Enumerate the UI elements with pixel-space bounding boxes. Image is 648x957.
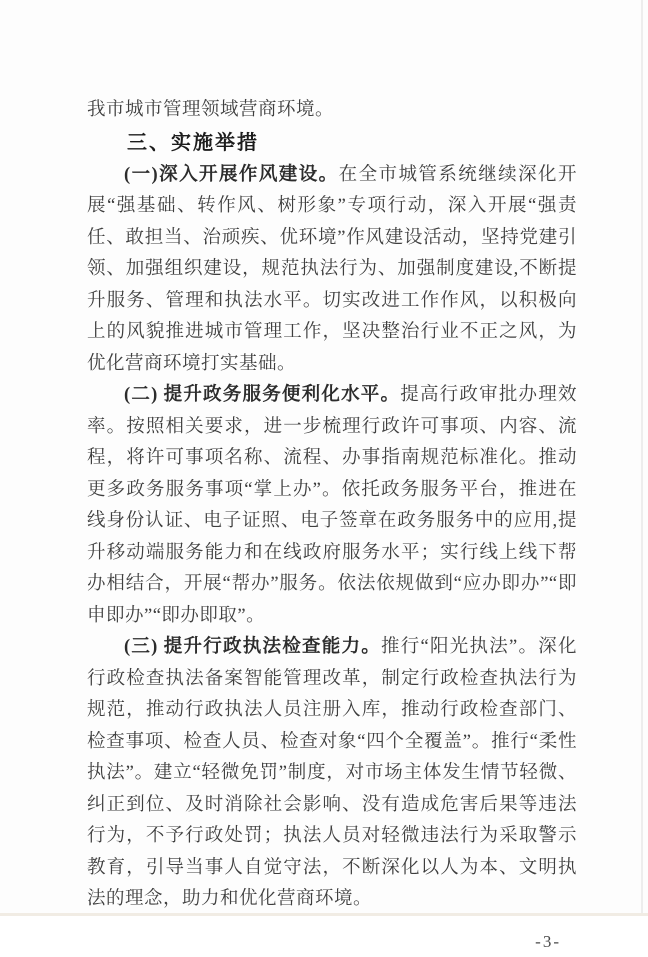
section-heading: 三、实施举措 xyxy=(87,127,577,160)
page-number: -3- xyxy=(87,926,577,957)
paragraph-1-body: 在全市城管系统继续深化开展“强基础、转作风、树形象”专项行动，深入开展“强责任、敢担当、治顽疾、优环境”作风建设活动，坚持党建引领、加强组织建设，规范执法行为、加强制度建设,不断提升服务、管理和执法水平。切实改进工作作风，以积极向上的风貌推进城市管理工作，坚决整治行业不正之风，为优化营商环境打实基础。 xyxy=(87,165,577,374)
scan-edge-line xyxy=(641,0,643,916)
paragraph-measure-2 xyxy=(87,380,577,632)
document-body xyxy=(87,95,577,957)
paragraph-2-body: 提高行政审批办理效率。按照相关要求，进一步梳理行政许可事项、内容、流程，将许可事项名称、流程、办事指南规范标准化。推动更多政务服务事项“掌上办”。依托政务服务平台，推进在线身份认证、电子证照、电子签章在政务服务中的应用,提升移动端服务能力和在线政府服务水平；实行线上线下帮办相结合，开展“帮办”服务。依法依规做到“应办即办”“即申即办”“即办即取”。 xyxy=(87,385,577,626)
paragraph-3-body: 推行“阳光执法”。深化行政检查执法备案智能管理改革，制定行政检查执法行为规范，推动行政执法人员注册入库，推动行政检查部门、检查事项、检查人员、检查对象“四个全覆盖”。推行“柔性执法”。建立“轻微免罚”制度，对市场主体发生情节轻微、纠正到位、及时消除社会影响、没有造成危害后果等违法行为，不予行政处罚；执法人员对轻微违法行为采取警示教育，引导当事人自觉守法，不断深化以人为本、文明执法的理念，助力和优化营商环境。 xyxy=(87,637,577,909)
continuation-text: 我市城市管理领域营商环境。 xyxy=(87,95,577,127)
paragraph-3-lead: (三) 提升行政执法检查能力。 xyxy=(124,637,381,657)
paragraph-measure-1 xyxy=(87,160,577,381)
paragraph-measure-3 xyxy=(87,632,577,916)
paragraph-2-lead: (二) 提升政务服务便利化水平。 xyxy=(124,385,400,405)
paragraph-1-lead: (一)深入开展作风建设。 xyxy=(124,165,339,185)
